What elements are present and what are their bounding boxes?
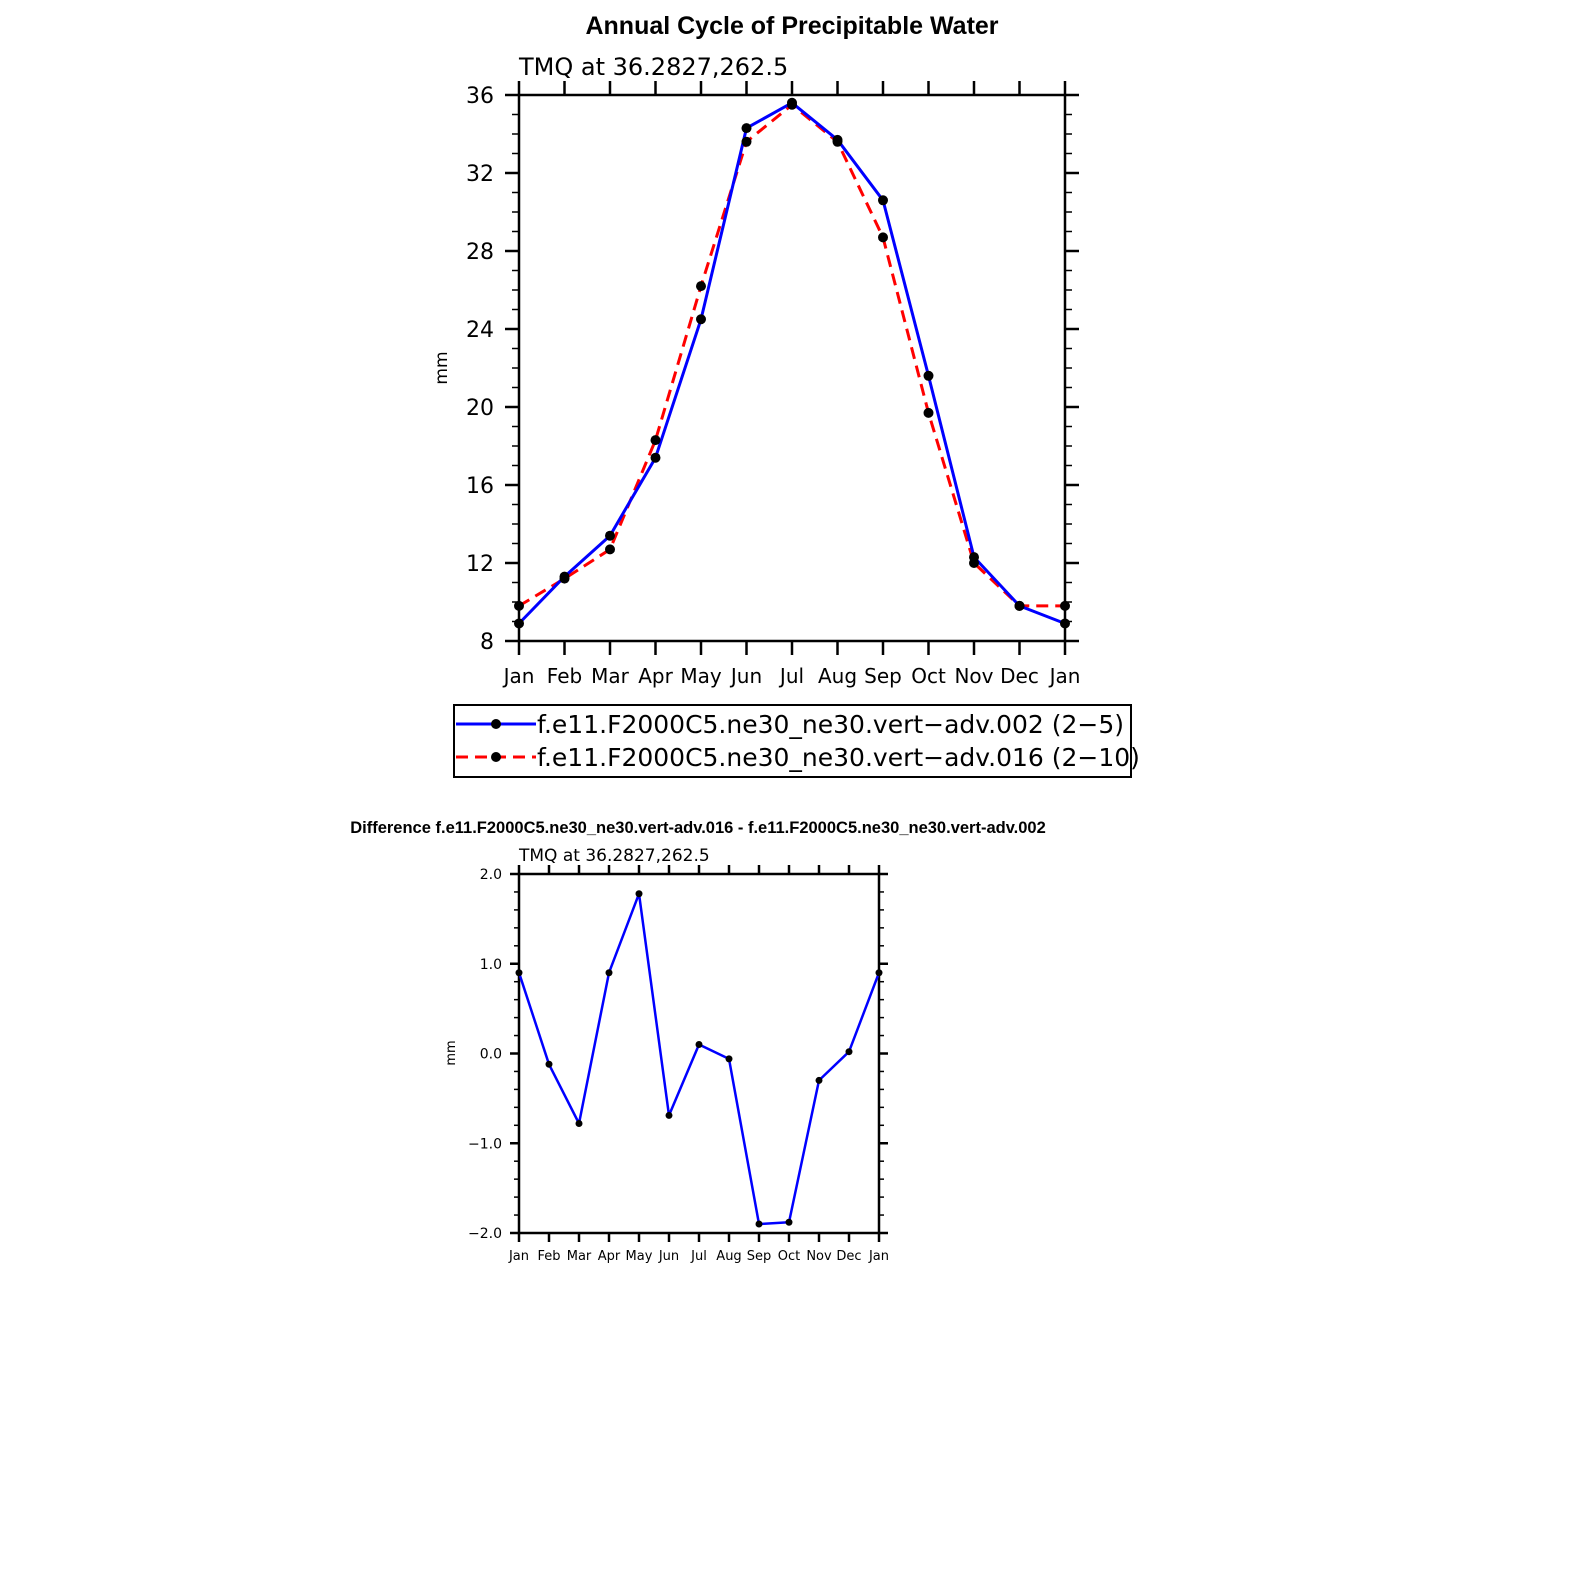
legend-marker-series-1	[491, 719, 501, 729]
chart-title: Annual Cycle of Precipitable Water	[585, 12, 999, 40]
diff-axis-ticks	[510, 865, 888, 1242]
y-tick-label: 28	[466, 239, 494, 265]
x-tick-label: Jan	[868, 1249, 890, 1264]
x-tick-label: Jan	[503, 664, 535, 688]
series-2-point	[1060, 601, 1070, 611]
series-2-point	[514, 601, 524, 611]
series-1-point	[878, 195, 888, 205]
series-1-point	[606, 969, 613, 976]
y-tick-label: −2.0	[468, 1226, 502, 1243]
x-tick-label: Sep	[864, 664, 902, 688]
difference-chart	[350, 819, 1046, 1264]
series-1-point	[742, 123, 752, 133]
series-2-point	[878, 232, 888, 242]
y-tick-label: −1.0	[468, 1136, 502, 1153]
y-tick-label: 24	[466, 317, 494, 343]
diff-chart-subtitle: TMQ at 36.2827,262.5	[519, 846, 710, 866]
series-layer	[514, 98, 1070, 629]
series-1-point	[846, 1048, 853, 1055]
series-1-point	[786, 1219, 793, 1226]
series-2-point	[1015, 601, 1025, 611]
x-tick-label: Mar	[566, 1249, 592, 1264]
series-1-point	[651, 453, 661, 463]
x-tick-label: Jun	[658, 1249, 680, 1264]
series-1-point	[576, 1120, 583, 1127]
legend-label-series-2: f.e11.F2000C5.ne30_ne30.vert−adv.016 (2−10)	[537, 743, 1140, 772]
x-tick-label: Feb	[546, 664, 583, 688]
x-tick-label: Aug	[817, 664, 858, 688]
x-tick-label: May	[680, 664, 722, 688]
y-tick-label: 8	[480, 629, 494, 655]
series-1-point	[636, 890, 643, 897]
series-line-1	[519, 103, 1065, 624]
series-1-point	[924, 371, 934, 381]
y-tick-label: 20	[466, 395, 494, 421]
y-tick-label: 2.0	[479, 867, 502, 884]
series-1-point	[816, 1077, 823, 1084]
chart-subtitle: TMQ at 36.2827,262.5	[519, 53, 789, 81]
series-1-point	[605, 531, 615, 541]
series-2-point	[696, 281, 706, 291]
y-tick-label: 1.0	[479, 956, 502, 973]
x-tick-label: Jul	[779, 664, 805, 688]
legend-label-series-1: f.e11.F2000C5.ne30_ne30.vert−adv.002 (2−5)	[537, 710, 1125, 739]
series-1-point	[546, 1061, 553, 1068]
series-line-1	[519, 894, 879, 1224]
y-axis-label: mm	[432, 351, 452, 385]
x-tick-label: Sep	[746, 1249, 772, 1264]
series-2-point	[969, 558, 979, 568]
diff-series-layer	[516, 890, 883, 1227]
x-tick-label: Jul	[691, 1249, 707, 1264]
series-1-point	[756, 1221, 763, 1228]
tick-labels	[466, 84, 1080, 688]
y-tick-label: 36	[466, 83, 494, 109]
series-1-point	[1060, 618, 1070, 628]
series-1-point	[696, 1041, 703, 1048]
x-tick-label: May	[625, 1249, 653, 1264]
y-tick-label: 12	[466, 551, 494, 577]
series-1-point	[876, 969, 883, 976]
y-tick-label: 32	[466, 161, 494, 187]
series-2-point	[924, 408, 934, 418]
x-tick-label: Dec	[836, 1249, 862, 1264]
x-tick-label: Oct	[777, 1249, 801, 1264]
x-tick-label: Mar	[591, 664, 629, 688]
series-2-point	[605, 544, 615, 554]
annual-cycle-chart	[432, 12, 1140, 777]
x-tick-label: Jan	[1049, 664, 1081, 688]
series-2-point	[833, 137, 843, 147]
x-tick-label: Feb	[537, 1249, 561, 1264]
series-1-point	[696, 314, 706, 324]
series-1-point	[516, 969, 523, 976]
x-tick-label: Apr	[638, 664, 673, 688]
axis-ticks	[505, 81, 1079, 655]
x-tick-label: Aug	[716, 1249, 742, 1264]
y-tick-label: 16	[466, 473, 494, 499]
x-tick-label: Oct	[911, 664, 946, 688]
series-1-point	[514, 618, 524, 628]
legend	[454, 705, 1140, 777]
legend-marker-series-2	[491, 752, 501, 762]
series-2-point	[651, 435, 661, 445]
diff-plot-frame	[519, 874, 879, 1233]
x-tick-label: Dec	[1000, 664, 1039, 688]
series-2-point	[742, 137, 752, 147]
y-tick-label: 0.0	[479, 1046, 502, 1063]
diff-chart-title: Difference f.e11.F2000C5.ne30_ne30.vert-adv.016 - f.e11.F2000C5.ne30_ne30.vert-adv.002	[350, 819, 1046, 837]
plot-frame	[519, 95, 1065, 641]
series-1-point	[726, 1055, 733, 1062]
series-2-point	[560, 574, 570, 584]
diff-y-axis-label: mm	[444, 1040, 459, 1066]
x-tick-label: Nov	[954, 664, 994, 688]
series-2-point	[787, 100, 797, 110]
x-tick-label: Jan	[508, 1249, 530, 1264]
x-tick-label: Jun	[730, 664, 763, 688]
x-tick-label: Apr	[597, 1249, 621, 1264]
diff-tick-labels	[468, 867, 889, 1264]
x-tick-label: Nov	[806, 1249, 832, 1264]
series-1-point	[666, 1112, 673, 1119]
series-line-2	[519, 105, 1065, 606]
